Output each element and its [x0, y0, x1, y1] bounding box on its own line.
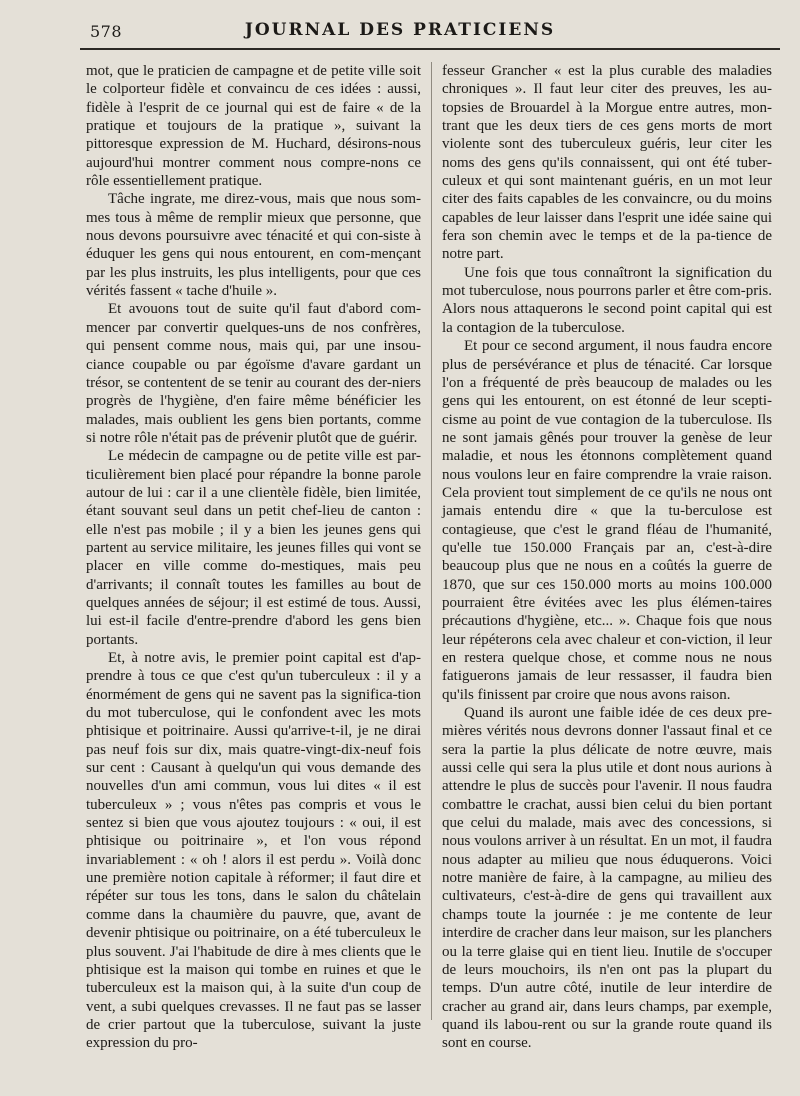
paragraph: fesseur Grancher « est la plus curable des maladies chroniques ». Il faut leur citer des preuves, les au-topsies de Brouardel à la Morgue entre autres, mon-trant que les deux tiers de ces gens morts de mort violente sont des tuberculeux guéris, leur citer les noms des gens qu'ils connaissent, qui ont été tuber-culeux et qui sont maintenant guéris, en un mot leur citer des faits capables de les convaincre, ou du moins capables de leur laisser dans l'esprit une idée saine qui fera son chemin avec le temps et de la pa-tience de notre part. [442, 63, 772, 263]
right-column [442, 62, 772, 1053]
paragraph: Une fois que tous connaîtront la signification du mot tuberculose, nous pourrons parler et être com-pris. Alors nous attaquerons le second point capital qui est la contagion de la tuberculose. [442, 264, 772, 336]
paragraph: Quand ils auront une faible idée de ces deux pre-mières vérités nous devrons donner l'assaut final et ce sera la partie la plus délicate de notre œuvre, mais aussi celle qui sera la plus utile et dont nous aurions à attendre le plus de succès pour l'avenir. Il nous faudra combattre le crachat, aussi bien celui du bien portant que celui du malade, mais avec des concessions, si nous voulons arriver à un résultat. En un mot, il faudra nous adapter au milieu que nous éduquerons. Voici notre manière de faire, à la campagne, au milieu des cultivateurs, c'est-à-dire de gens qui travaillent aux champs toute la journée : je me contente de leur interdire de cracher dans leur maison, sur les planchers ou la terre glaise qui en tient lieu. Inutile de s'occuper de leurs mouchoirs, ils n'en ont pas la plupart du temps. D'un autre côté, inutile de leur interdire de cracher au grand air, dans leurs champs, par exemple, quand ils labou-rent ou sur la grande route quand ils sont en course. [442, 705, 772, 1052]
left-column [86, 62, 421, 1053]
paragraph: Et, à notre avis, le premier point capital est d'ap-prendre à tous ce que c'est qu'un tuberculeux : il y a énormément de gens qui ne savent pas la significa-tion du mot tuberculose, qui le confondent avec les mots phtisique et poitrinaire. Aussi qu'arrive-t-il, je ne dirai pas neuf fois sur dix, mais quatre-vingt-dix-neuf fois sur cent : Causant à quelqu'un qui vous demande des nouvelles d'un ami commun, vous lui dites « il est tuberculeux » ; vous n'êtes pas compris et vous le sentez si bien que vous ajoutez toujours : « oui, il est phtisique ou poitrinaire », et l'on vous répond invariablement : « oh ! alors il est perdu ». Voilà donc une première notion capitale à réformer; il faut dire et répéter sur tous les tons, dans le salon du châtelain comme dans la chaumière du pauvre, que, avant de devenir phtisique ou poitrinaire, on a été tuberculeux le plus souvent. J'ai l'habitude de dire à mes clients que le phtisique est la maison qui tombe en ruines et que le tuberculeux est la maison qui, à la suite d'un coup de vent, a subi quelques crevasses. Il ne faut pas se lasser de crier partout que la tuberculose, suivant la juste expression du pro- [86, 650, 421, 1052]
paragraph: mot, que le praticien de campagne et de petite ville soit le colporteur fidèle et convaincu de ces idées : aussi, fidèle à l'esprit de ce journal qui est de faire « de la pratique et toujours de la pratique », suivant la pittoresque expression de M. Huchard, désirons-nous aujourd'hui montrer comment nous compre-nons ce rôle essentiellement pratique. [86, 63, 421, 190]
paragraph: Et pour ce second argument, il nous faudra encore plus de persévérance et plus de ténacité. Car lorsque l'on a fréquenté de près beaucoup de malades ou les gens qui les entourent, on est étonné de leur scepti-cisme au point de vue contagion de la tuberculose. Ils ne sont jamais gênés pour trouver la genèse de leur maladie, et nous les étonnons complètement quand nous voulons leur en faire comprendre la vraie raison. Cela provient tout simplement de ce qu'ils ne nous ont jamais entendu dire « que la tu-berculose est contagieuse, que c'est le grand fléau de l'humanité, qu'elle tue 150.000 Français par an, c'est-à-dire beaucoup plus que ne nous en a coûtés la guerre de 1870, que sur ces 150.000 morts au moins 100.000 pourraient être évitées avec les plus élémen-taires précautions d'hygiène, etc... ». Chaque fois que nous leur répéterons cela avec chaleur et con-viction, il leur en restera quelque chose, et comme nous ne nous fatiguerons jamais de leur ressasser, il faudra bien qu'ils finissent par croire que nous avons raison. [442, 338, 772, 703]
page-header [0, 14, 800, 50]
column-divider [431, 62, 432, 1020]
page-number: 578 [90, 22, 123, 41]
running-title: JOURNAL DES PRATICIENS [244, 20, 556, 40]
header-rule [80, 48, 780, 50]
paragraph: Et avouons tout de suite qu'il faut d'abord com-mencer par convertir quelques-uns de nos confrères, qui pensent comme nous, mais qui, par une insou-ciance coupable ou par égoïsme d'avare gardant un trésor, se contentent de se tenir au courant des der-niers progrès de l'hygiène, d'en faire même bénéficier les malades, mais oublient les gens bien portants, comme si notre rôle n'était pas de prévenir plutôt que de guérir. [86, 301, 421, 446]
paragraph: Tâche ingrate, me direz-vous, mais que nous som-mes tous à même de remplir mieux que personne, que nous devons poursuivre avec ténacité et qui con-siste à éduquer les gens qui nous entourent, en com-mençant par les plus instruits, les plus intelligents, pour que ces vérités fassent « tache d'huile ». [86, 191, 421, 300]
paragraph: Le médecin de campagne ou de petite ville est par-ticulièrement bien placé pour répandre la bonne parole autour de lui : car il a une clientèle fidèle, bien limitée, étant souvant seul dans un petit chef-lieu de canton : elle n'est pas mobile ; il y a bien les jeunes gens qui partent au service militaire, les jeunes filles qui vont se placer en ville comme do-mestiques, mais peu d'arrivants; il connaît toutes les familles au bout de quelques années de séjour; il est estimé de tous. Aussi, lui est-il facile d'entre-prendre d'abord les gens bien portants. [86, 448, 421, 648]
